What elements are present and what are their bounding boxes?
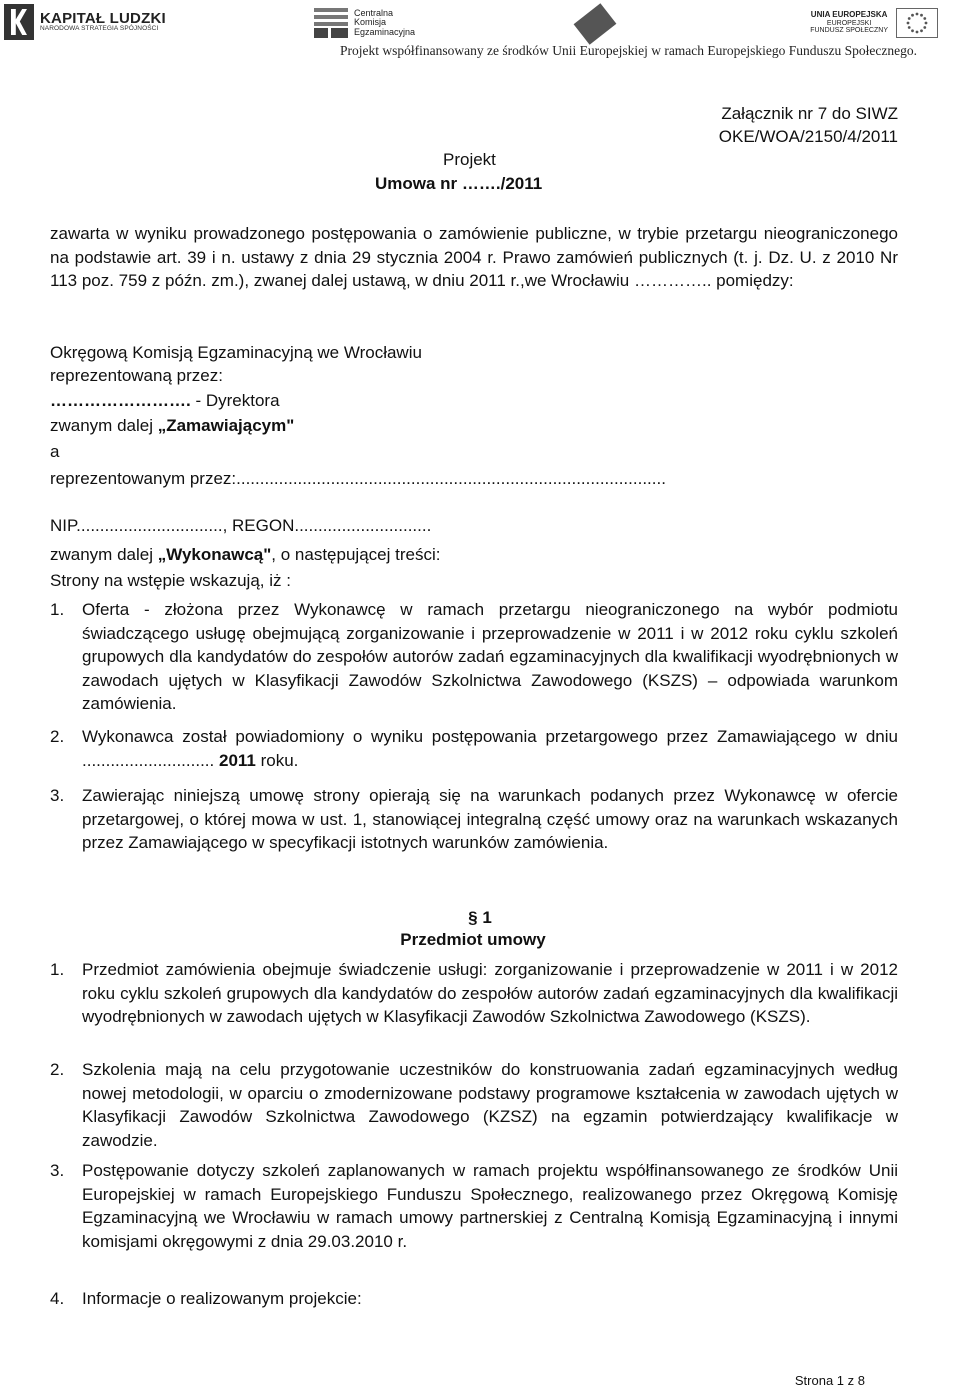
alias-wykonawca: „Wykonawcą" — [157, 545, 272, 564]
cke-logo-line-2: Komisja — [354, 17, 387, 28]
kl-logo-subtitle: NARODOWA STRATEGIA SPÓJNOŚCI — [40, 25, 159, 33]
recital-item — [50, 784, 898, 855]
recital-number: 1. — [50, 600, 65, 619]
oke-emblem-icon — [575, 8, 615, 40]
section-item-number: 3. — [50, 1161, 65, 1180]
party-contractor-ids: NIP..............................., REGON............................. — [50, 516, 432, 535]
alias-prefix-2: zwanym dalej — [50, 545, 158, 564]
eu-logo-sub-2: FUNDUSZ SPOŁECZNY — [810, 27, 888, 35]
alias-prefix: zwanym dalej — [50, 416, 158, 435]
party-ordering-alias — [50, 414, 294, 437]
cke-emblem-icon — [314, 8, 348, 38]
section-item-text: Postępowanie dotyczy szkoleń zaplanowanych w ramach projektu współfinansowanego ze środków Unii Europejskiej w ramach Europejskiego Funduszu Społecznego, realizowanego przez Okręgową Komisję Egzaminacyjną we Wrocławiu w ramach umowy partnerskiej z Centralną Komisją Egzaminacyjną i innymi komisjami okręgowymi z dnia 29.03.2010 r. — [82, 1161, 898, 1251]
attachment-line-2: OKE/WOA/2150/4/2011 — [718, 127, 898, 146]
kl-logo-title: KAPITAŁ LUDZKI — [40, 9, 166, 27]
header-logo-strip — [0, 0, 960, 62]
section-mark: § 1 — [468, 908, 492, 927]
section-item-number: 4. — [50, 1289, 65, 1308]
kapital-ludzki-logo — [4, 4, 166, 40]
party-ordering-name: Okręgową Komisją Egzaminacyjną we Wrocławiu — [50, 343, 422, 362]
recital-2-year: 2011 — [218, 750, 256, 770]
recital-2-suffix: roku. — [255, 750, 299, 770]
cke-logo — [314, 8, 415, 38]
recital-text: Zawierając niniejszą umowę strony opierają się na warunkach podanych przez Wykonawcę w ofercie przetargowej, o której mowa w ust. 1, stanowiącej integralną część umowy oraz na warunkach wskazanych przez Zamawiającego w specyfikacji istotnych warunków zamówienia. — [82, 786, 898, 852]
party-ordering-represented: reprezentowaną przez: — [50, 366, 223, 385]
contract-title: Umowa nr ……./2011 — [375, 174, 543, 193]
recital-number: 2. — [50, 727, 65, 746]
recital-2-text: Wykonawca został powiadomiony o wyniku postępowania przetargowego przez Zamawiającego w dniu ............................ — [82, 727, 898, 770]
section-heading: Przedmiot umowy — [400, 930, 546, 949]
draft-label: Projekt — [443, 150, 496, 169]
recital-number: 3. — [50, 786, 65, 805]
cke-logo-line-3: Egzaminacyjna — [354, 26, 416, 37]
funding-statement: Projekt współfinansowany ze środków Unii Europejskiej w ramach Europejskiego Funduszu Społecznego. — [340, 43, 918, 58]
alias-suffix: , o następującej treści: — [271, 545, 441, 564]
section-item — [50, 1058, 898, 1152]
section-item — [50, 958, 898, 1029]
alias-zamawiajacy: „Zamawiającym" — [157, 416, 295, 435]
eu-logo — [810, 8, 938, 38]
recital-text — [82, 725, 898, 772]
recital-item — [50, 725, 898, 772]
recitals-intro: Strony na wstępie wskazują, iż : — [50, 571, 291, 590]
section-item-number: 1. — [50, 960, 65, 979]
conjunction: a — [50, 442, 60, 461]
party-contractor-alias — [50, 543, 440, 566]
attachment-line-1: Załącznik nr 7 do SIWZ — [721, 104, 898, 123]
section-item-text: Informacje o realizowanym projekcie: — [82, 1289, 362, 1308]
recital-text: Oferta - złożona przez Wykonawcę w ramach przetargu nieograniczonego na wybór podmiotu świadczącego usługę obejmującą zorganizowanie i przeprowadzenie w 2011 i w 2012 roku cyklu szkoleń grupowych dla kandydatów do zespołów autorów zadań egzaminacyjnych dla kwalifikacji wyodrębnionych w zawodach ujętych w Klasyfikacji Zawodów Szkolnictwa Zawodowego (KSZS) – odpowiada warunkom zamówienia. — [82, 600, 898, 713]
kl-emblem-icon — [4, 4, 34, 40]
eu-flag-icon — [896, 8, 938, 38]
director-role: - Dyrektora — [190, 391, 280, 410]
party-ordering-director-line — [50, 389, 280, 412]
section-item-text: Szkolenia mają na celu przygotowanie uczestników do konstruowania zadań egzaminacyjnych według nowej metodologii, w oparciu o zmodernizowane podstawy programowe kształcenia w zawodach ujętych w Klasyfikacji Zawodów Szkolnictwa Zawodowego (KZSZ) na egzamin potwierdzający kwalifikacje w zawodzie. — [82, 1060, 898, 1150]
cke-logo-line-1: Centralna — [354, 7, 394, 18]
section-item-text: Przedmiot zamówienia obejmuje świadczenie usługi: zorganizowanie i przeprowadzenie w 2011 i w 2012 roku cyklu szkoleń grupowych dla kandydatów do zespołów autorów zadań egzaminacyjnych dla kwalifikacji wyodrębnionych w zawodach ujętych w Klasyfikacji Zawodów Szkolnictwa Zawodowego (KSZS). — [82, 960, 898, 1026]
section-item — [50, 1287, 898, 1311]
section-item-number: 2. — [50, 1060, 65, 1079]
recital-item — [50, 598, 898, 716]
eu-logo-title: UNIA EUROPEJSKA — [810, 10, 888, 20]
intro-paragraph: zawarta w wyniku prowadzonego postępowania o zamówienie publiczne, w trybie przetargu nieograniczonego na podstawie art. 39 i n. ustawy z dnia 29 stycznia 2004 r. Prawo zamówień publicznych (t. j. Dz. U. z 2010 Nr 113 poz. 759 z późn. zm.), zwanej dalej ustawą, w dniu 2011 r.,we Wrocławiu ………….. pomiędzy: — [50, 224, 898, 290]
section-item — [50, 1159, 898, 1253]
page-number: Strona 1 z 8 — [794, 1373, 865, 1388]
eu-logo-sub-1: EUROPEJSKI — [826, 19, 872, 27]
party-contractor-represented: reprezentowanym przez:........................................................................................... — [50, 469, 666, 488]
director-name-placeholder: ……………………. — [50, 391, 191, 410]
